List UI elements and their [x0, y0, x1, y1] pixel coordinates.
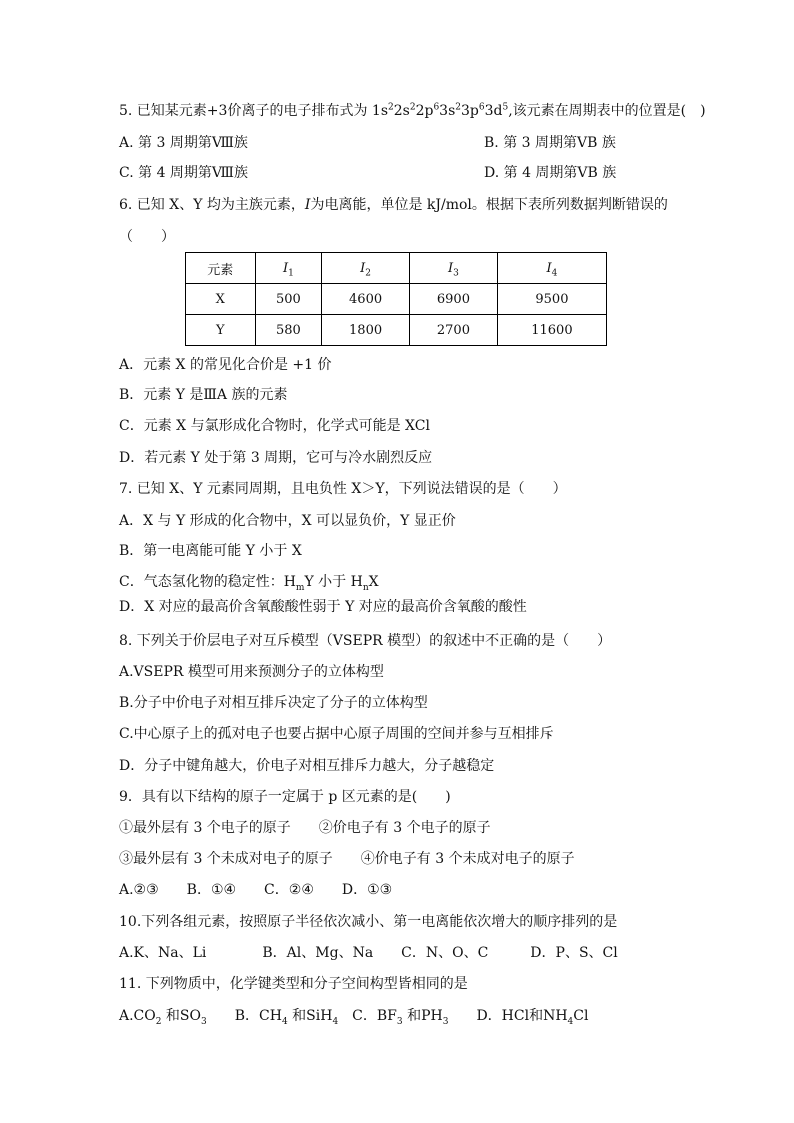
- table-cell: X: [186, 284, 256, 315]
- q11-option-b: B．$CH_4$ 和SiH$_4$: [234, 1008, 339, 1027]
- table-header-cell: $I_1$: [255, 253, 322, 284]
- q6-option-c: C．元素 X 与氯形成化合物时，化学式可能是 XCl: [119, 418, 430, 434]
- table-header-cell: $I_2$: [322, 253, 410, 284]
- q11-option-d: D．HCl和$NH_4Cl$: [476, 1008, 589, 1027]
- ionization-energy-table: [185, 252, 607, 346]
- q6-stem-paren: （ ）: [119, 229, 175, 245]
- q5-option-c: C. 第 4 周期第Ⅷ族: [119, 165, 248, 181]
- table-cell: 9500: [497, 284, 606, 315]
- q6-option-b: B．元素 Y 是ⅢA 族的元素: [119, 387, 288, 403]
- q11-stem: 11. 下列物质中，化学键类型和分子空间构型皆相同的是: [119, 976, 468, 992]
- q8-option-d: D．分子中键角越大，价电子对相互排斥力越大，分子越稳定: [119, 758, 495, 774]
- table-cell: 580: [255, 315, 322, 346]
- q7-option-a: A．X 与 Y 形成的化合物中，X 可以显负价，Y 显正价: [119, 513, 456, 529]
- table-header-cell: 元素: [186, 253, 256, 284]
- q5-option-b: B. 第 3 周期第ⅤB 族: [484, 135, 616, 151]
- table-header-cell: $I_4$: [497, 253, 606, 284]
- q11-option-c: C．$BF_3$ 和$PH_3$: [352, 1008, 449, 1027]
- q6-stem: 6. 已知 X、Y 均为主族元素，I为电离能，单位是 kJ/mol。根据下表所列数据判断错误的: [119, 197, 668, 213]
- q7-option-c: C．气态氢化物的稳定性：$H_mY$ 小于 $H_nX$: [119, 574, 379, 593]
- q9-choices: A.②③ B．①④ C．②④ D．①③: [119, 882, 393, 898]
- q8-option-c: C.中心原子上的孤对电子也要占据中心原子周围的空间并参与互相排斥: [119, 726, 554, 742]
- q8-option-b: B.分子中价电子对相互排斥决定了分子的立体构型: [119, 695, 428, 711]
- table-header-cell: $I_3$: [410, 253, 498, 284]
- q5-option-d: D. 第 4 周期第ⅤB 族: [484, 165, 617, 181]
- table-cell: 6900: [410, 284, 498, 315]
- q11-option-a: $A.CO_2$ 和$SO_3$: [119, 1008, 207, 1027]
- table-row: [186, 284, 607, 315]
- q10-stem: 10.下列各组元素，按照原子半径依次减小、第一电离能依次增大的顺序排列的是: [119, 914, 618, 930]
- q9-stem: 9．具有以下结构的原子一定属于 p 区元素的是( ): [119, 789, 451, 805]
- q5-stem: 5. 已知某元素+3价离子的电子排布式为 $1s^22s^22p^63s^23p^63d^5$,该元素在周期表中的位置是( ): [119, 102, 706, 119]
- table-cell: 11600: [497, 315, 606, 346]
- table-row: [186, 315, 607, 346]
- q6-option-d: D．若元素 Y 处于第 3 周期，它可与冷水剧烈反应: [119, 450, 433, 466]
- q8-option-a: A.VSEPR 模型可用来预测分子的立体构型: [119, 664, 384, 680]
- q7-option-b: B．第一电离能可能 Y 小于 X: [119, 543, 302, 559]
- table-cell: 1800: [322, 315, 410, 346]
- table-cell: Y: [186, 315, 256, 346]
- table-cell: 500: [255, 284, 322, 315]
- q6-option-a: A．元素 X 的常见化合价是 +1 价: [119, 357, 332, 373]
- electron-configuration: $1s^22s^22p^63s^23p^63d^5$: [371, 102, 509, 119]
- q11-choices: [119, 1007, 588, 1025]
- q10-choices: A.K、Na、Li B．Al、Mg、Na C．N、O、C D．P、S、Cl: [119, 945, 618, 961]
- q5-option-a: A. 第 3 周期第Ⅷ族: [119, 135, 248, 151]
- table-cell: 4600: [322, 284, 410, 315]
- table-header-row: [186, 253, 607, 284]
- q8-stem: 8. 下列关于价层电子对互斥模型（VSEPR 模型）的叙述中不正确的是（ ）: [119, 633, 612, 649]
- table-cell: 2700: [410, 315, 498, 346]
- q7-stem: 7. 已知 X、Y 元素同周期，且电负性 X＞Y，下列说法错误的是（ ）: [119, 481, 567, 497]
- q9-statements-1: ①最外层有 3 个电子的原子 ②价电子有 3 个电子的原子: [119, 820, 491, 836]
- q9-statements-2: ③最外层有 3 个未成对电子的原子 ④价电子有 3 个未成对电子的原子: [119, 851, 575, 867]
- q7-option-d: D．X 对应的最高价含氧酸酸性弱于 Y 对应的最高价含氧酸的酸性: [119, 599, 527, 615]
